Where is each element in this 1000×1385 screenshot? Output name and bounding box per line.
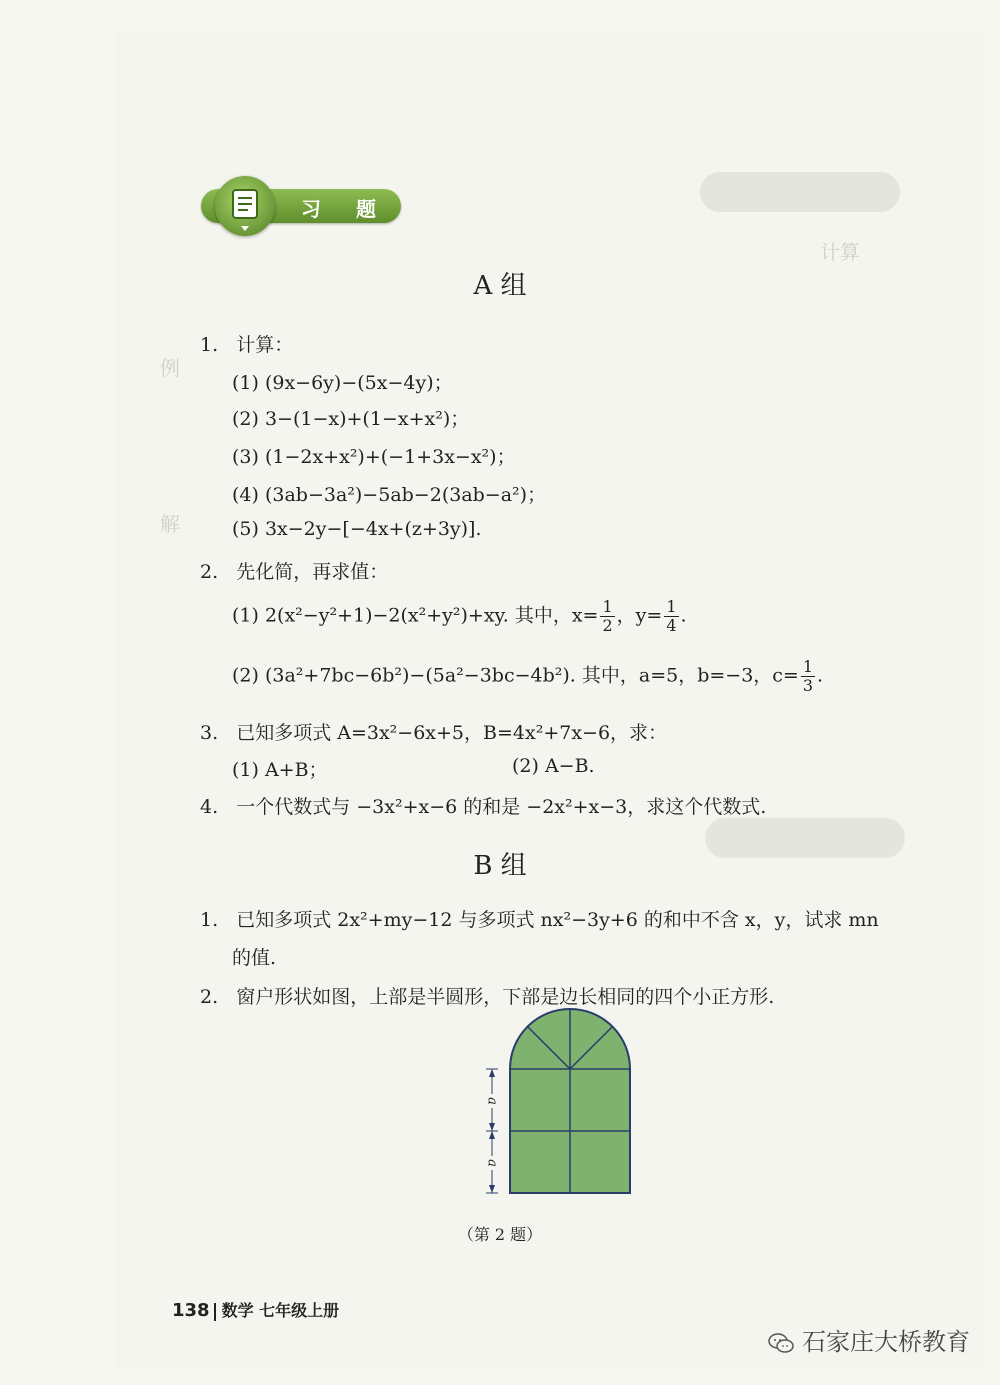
- page-footer: [172, 1298, 339, 1321]
- fraction: [801, 658, 815, 695]
- question-continuation: 的值.: [232, 947, 277, 969]
- question-number: 1.: [200, 334, 219, 356]
- sub-item: (2) 3−(1−x)+(1−x+x²)；: [232, 408, 470, 430]
- question-number: 2.: [200, 986, 219, 1008]
- bleed-through-text: 计算: [820, 240, 860, 264]
- question-number: 1.: [200, 909, 219, 931]
- question-stem: 窗户形状如图，上部是半圆形，下部是边长相同的四个小正方形.: [236, 986, 775, 1008]
- group-b-title: B 组: [473, 851, 527, 881]
- fraction: [600, 598, 614, 635]
- arrow-head: [489, 1185, 495, 1193]
- page-number: 138: [172, 1300, 210, 1321]
- exercise-banner: [195, 184, 403, 234]
- question-number: 3.: [200, 722, 219, 744]
- sub-item: [232, 598, 687, 635]
- question-a1: [200, 330, 293, 357]
- watermark-text: 石家庄大桥教育: [802, 1328, 970, 1356]
- arrow-head: [489, 1069, 495, 1077]
- question-stem: 计算：: [236, 334, 294, 356]
- expression: (2) (3a²+7bc−6b²)−(5a²−3bc−4b²). 其中，a=5，b=−3，c=: [232, 664, 799, 687]
- watermark: [768, 1322, 970, 1357]
- footer-divider: [214, 1303, 216, 1321]
- dimension-label: a: [484, 1159, 500, 1167]
- numerator: 1: [802, 657, 814, 676]
- sub-item: (4) (3ab−3a²)−5ab−2(3ab−a²)；: [232, 484, 547, 506]
- expression: .: [680, 604, 687, 627]
- bleed-through-text: 例: [160, 356, 180, 380]
- arrow-head: [489, 1131, 495, 1139]
- bleed-through-banner: [700, 172, 900, 212]
- question-b1: [200, 905, 879, 932]
- denominator: 3: [802, 676, 814, 695]
- question-stem: 已知多项式 2x²+my−12 与多项式 nx²−3y+6 的和中不含 x，y，试求 mn: [236, 909, 879, 931]
- dimension-label: a: [484, 1097, 500, 1105]
- sub-item: (2) A−B.: [512, 755, 595, 777]
- question-stem: 已知多项式 A=3x²−6x+5，B=4x²+7x−6，求：: [236, 722, 668, 744]
- question-stem: 先化简，再求值：: [236, 561, 389, 583]
- question-a2: [200, 557, 388, 584]
- window-figure: [480, 1005, 640, 1205]
- denominator: 2: [602, 616, 613, 635]
- expression: .: [817, 664, 824, 687]
- sub-item: [232, 658, 823, 695]
- numerator: 1: [602, 597, 613, 616]
- arrow-head: [489, 1123, 495, 1131]
- question-number: 4.: [200, 796, 219, 818]
- sub-item: (5) 3x−2y−[−4x+(z+3y)].: [232, 518, 482, 540]
- denominator: 4: [666, 616, 677, 635]
- figure-caption: （第 2 题）: [457, 1225, 543, 1244]
- expression: (1) 2(x²−y²+1)−2(x²+y²)+xy. 其中，x=: [232, 604, 599, 627]
- sub-item: (1) A+B；: [232, 759, 328, 781]
- question-stem: 一个代数式与 −3x²+x−6 的和是 −2x²+x−3，求这个代数式.: [236, 796, 767, 818]
- bleed-through-text: 解: [160, 512, 180, 536]
- wechat-icon: [768, 1332, 794, 1354]
- banner-circle: [215, 176, 275, 236]
- sub-item: (1) (9x−6y)−(5x−4y)；: [232, 372, 453, 394]
- banner-label: 习 题: [301, 197, 390, 221]
- sub-item: (3) (1−2x+x²)+(−1+3x−x²)；: [232, 446, 516, 468]
- numerator: 1: [666, 597, 677, 616]
- group-a-title: A 组: [473, 271, 527, 301]
- question-number: 2.: [200, 561, 219, 583]
- notepad-icon: [215, 176, 275, 236]
- question-a3: [200, 718, 667, 745]
- expression: ，y=: [616, 604, 663, 627]
- question-a4: [200, 792, 766, 819]
- fraction: [664, 598, 678, 635]
- book-title: 数学 七年级上册: [221, 1301, 340, 1320]
